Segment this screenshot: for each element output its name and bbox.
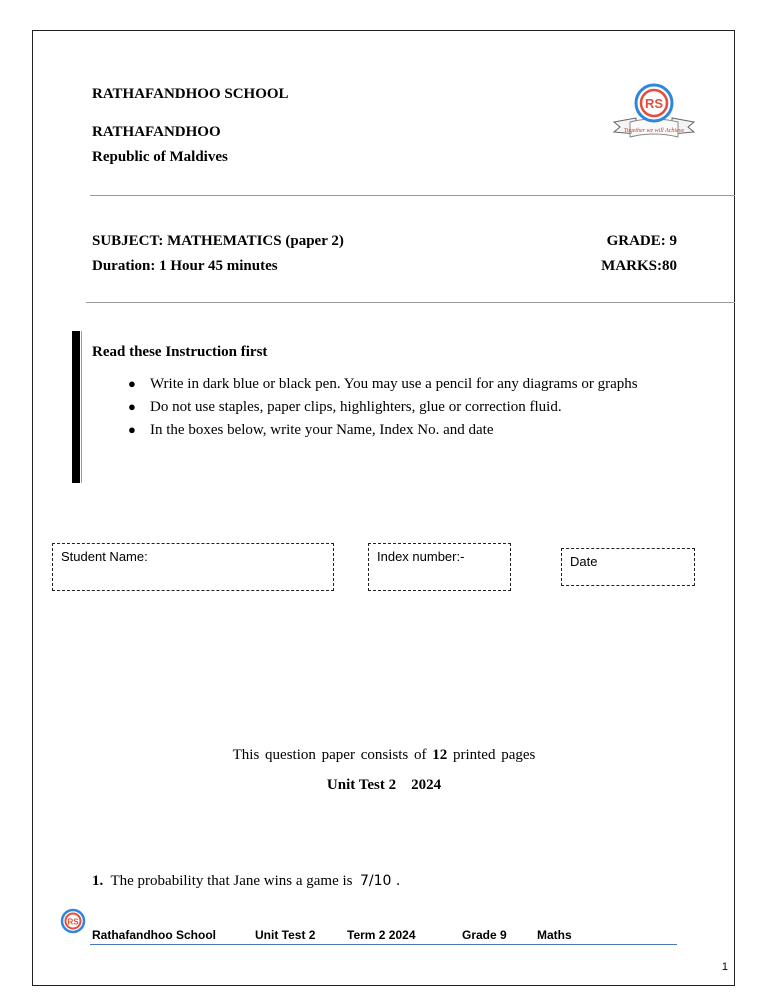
footer-test: Unit Test 2 xyxy=(255,928,316,942)
footer-subject: Maths xyxy=(537,928,572,942)
bullet-icon: ● xyxy=(128,376,136,391)
question-1 xyxy=(92,873,400,890)
index-number-label: Index number:- xyxy=(377,549,465,564)
logo-initials: RS xyxy=(644,96,664,111)
instructions-heading: Read these Instruction first xyxy=(92,344,268,360)
page-border xyxy=(32,30,735,986)
student-name-field[interactable] xyxy=(52,543,334,591)
index-number-field[interactable] xyxy=(368,543,511,591)
page-count-line: This question paper consists of 12 printed pages xyxy=(232,747,536,763)
page-count: 12 xyxy=(432,747,448,763)
student-name-label: Student Name: xyxy=(61,549,148,564)
footer-logo-icon xyxy=(60,908,86,934)
info-divider xyxy=(86,302,735,303)
question-number: 1. xyxy=(92,873,104,889)
footer-term: Term 2 2024 xyxy=(347,928,416,942)
country-name: Republic of Maldives xyxy=(92,149,228,165)
instruction-item: ● In the boxes below, write your Name, Index No. and date xyxy=(128,418,638,441)
footer-school: Rathafandhoo School xyxy=(92,928,216,942)
marks-line: MARKS:80 xyxy=(601,258,677,274)
date-label: Date xyxy=(570,554,598,569)
instruction-item: ● Write in dark blue or black pen. You may use a pencil for any diagrams or graphs xyxy=(128,372,638,395)
logo-motto: Together we will Achieve xyxy=(623,128,685,134)
school-logo xyxy=(608,82,700,146)
subject-line: SUBJECT: MATHEMATICS (paper 2) xyxy=(92,233,344,249)
bullet-icon: ● xyxy=(128,422,136,437)
instructions-list xyxy=(128,372,638,441)
date-field[interactable] xyxy=(561,548,695,586)
footer-grade: Grade 9 xyxy=(462,928,507,942)
footer-logo-initials: RS xyxy=(67,917,79,927)
school-name: RATHAFANDHOO SCHOOL xyxy=(92,86,289,102)
question-fraction: 7/10 . xyxy=(360,873,401,889)
footer-divider xyxy=(90,944,677,945)
instruction-item: ● Do not use staples, paper clips, highlighters, glue or correction fluid. xyxy=(128,395,638,418)
test-title: Unit Test 2 2024 xyxy=(326,777,442,793)
instruction-bar xyxy=(72,331,80,483)
bullet-icon: ● xyxy=(128,399,136,414)
page-number: 1 xyxy=(721,961,728,973)
duration-line: Duration: 1 Hour 45 minutes xyxy=(92,258,278,274)
grade-line: GRADE: 9 xyxy=(606,233,677,249)
instruction-bar-shadow xyxy=(81,331,82,483)
header-divider xyxy=(90,195,735,196)
question-text: The probability that Jane wins a game is xyxy=(110,873,353,889)
island-name: RATHAFANDHOO xyxy=(92,124,221,140)
